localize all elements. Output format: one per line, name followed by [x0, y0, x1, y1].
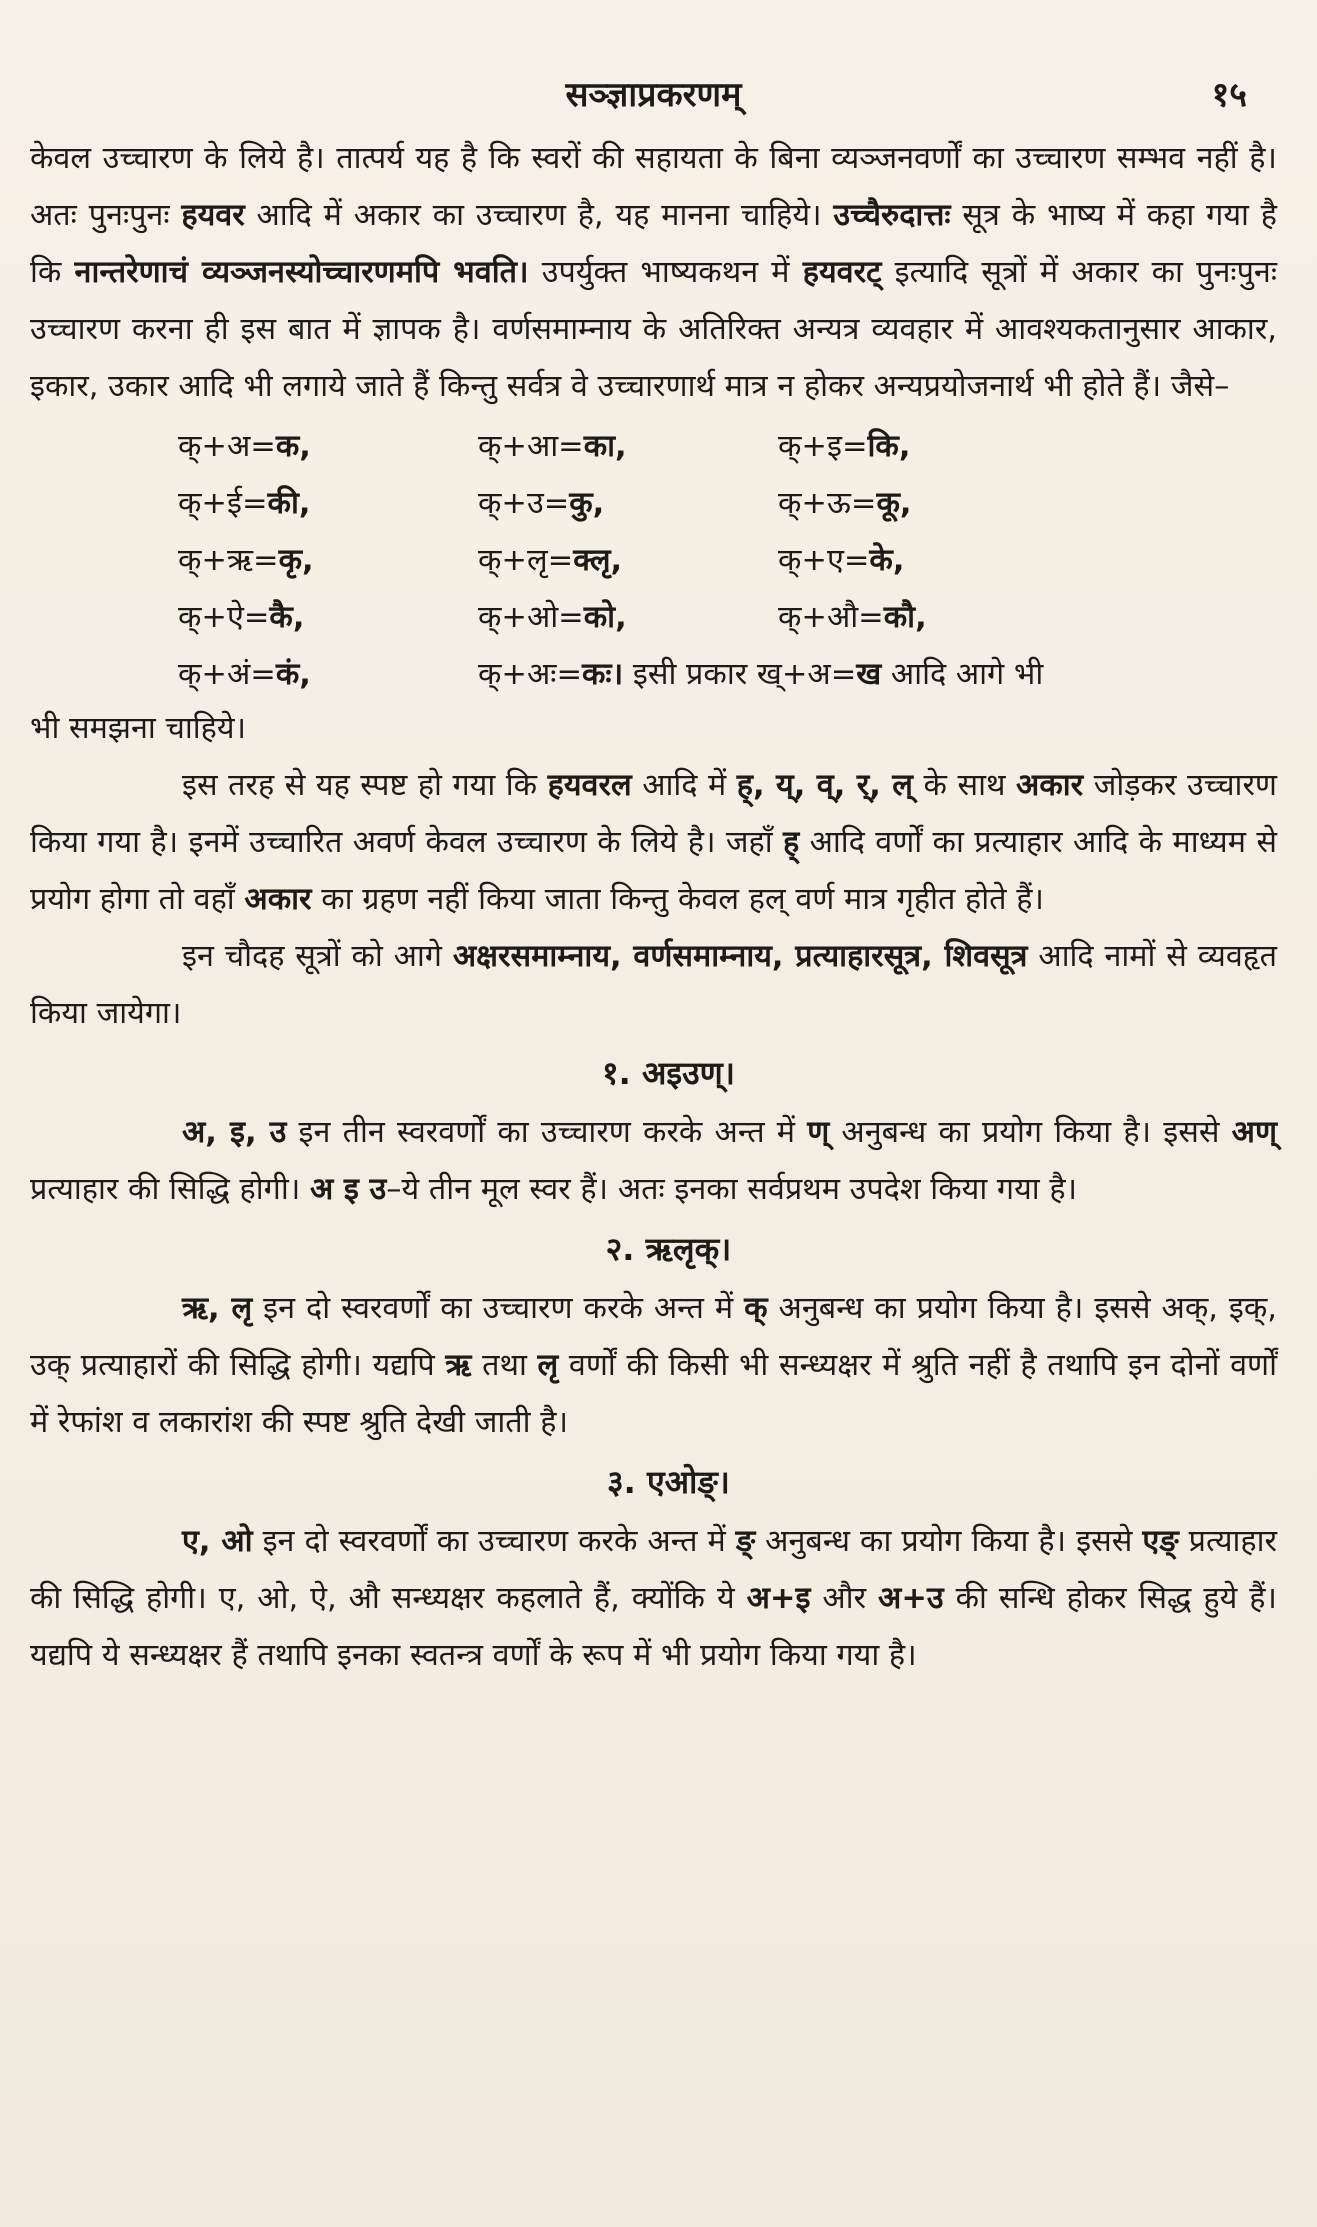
example-item: क्+अ=क, [178, 428, 311, 464]
sutra-1-explanation: अ, इ, उ इन तीन स्वरवर्णों का उच्चारण करके अन्त में ण् अनुबन्ध का प्रयोग किया है। इससे अण् प्रत्याहार की सिद्धि होगी। अ इ उ–ये तीन मूल स्वर हैं। अतः इनका सर्वप्रथम उपदेश किया गया है। [30, 1115, 1277, 1207]
example-item: क्+ऐ=कै, [178, 599, 305, 635]
example-item: क्+उ=कु, [478, 485, 605, 521]
running-title: सञ्ज्ञाप्रकरणम् [565, 75, 742, 115]
example-item: क्+ऋ=कृ, [178, 542, 314, 578]
page-number: १५ [1211, 75, 1247, 115]
bold-term: हयवर [181, 198, 245, 233]
examples-block [178, 415, 1277, 700]
paragraph-fourteen-sutras: इन चौदह सूत्रों को आगे अक्षरसमाम्नाय, वर्णसमाम्नाय, प्रत्याहारसूत्र, शिवसूत्र आदि नामों से व्यवहृत किया जायेगा। [30, 939, 1277, 1031]
example-row [178, 472, 1277, 529]
page-header [30, 70, 1277, 130]
sutra-2-explanation: ऋ, लृ इन दो स्वरवर्णों का उच्चारण करके अन्त में क् अनुबन्ध का प्रयोग किया है। इससे अक्, इक्, उक् प्रत्याहारों की सिद्धि होगी। यद्यपि ऋ तथा लृ वर्णों की किसी भी सन्ध्यक्षर में श्रुति नहीं है तथापि इन दोनों वर्णों में रेफांश व लकारांश की स्पष्ट श्रुति देखी जाती है। [30, 1291, 1278, 1440]
example-item: क्+लृ=क्लृ, [478, 542, 623, 578]
example-item-with-tail: क्+अः=कः। इसी प्रकार ख्+अ=ख आदि आगे भी [478, 656, 1044, 692]
example-item: क्+आ=का, [478, 428, 627, 464]
sutra-heading-3: ३. एओङ्। [607, 1463, 730, 1501]
example-row [178, 415, 1277, 472]
example-row-last [178, 643, 1277, 700]
examples-continuation: भी समझना चाहिये। [30, 711, 247, 746]
example-item: क्+इ=कि, [778, 428, 911, 464]
sutra-heading-1: १. अइउण्। [602, 1054, 735, 1092]
example-row [178, 586, 1277, 643]
example-item: क्+ई=की, [178, 485, 311, 521]
example-item: क्+औ=कौ, [778, 599, 927, 635]
bold-term: उच्चैरुदात्तः [833, 198, 951, 233]
sutra-heading-2: २. ऋलृक्। [605, 1230, 732, 1268]
example-item: क्+ओ=को, [478, 599, 627, 635]
example-item: क्+अं=कं, [178, 656, 311, 692]
bold-term: हयवरट् [802, 255, 882, 290]
text-run: सूत्र के भाष्य में कहा गया है कि [30, 198, 1277, 290]
intro-paragraph [30, 130, 1277, 415]
example-row [178, 529, 1277, 586]
example-item: क्+ऊ=कू, [778, 485, 912, 521]
text-run: उपर्युक्त भाष्यकथन में [528, 255, 803, 290]
paragraph-hayavarala: इस तरह से यह स्पष्ट हो गया कि हयवरल आदि में ह्, य्, व्, र्, ल् के साथ अकार जोड़कर उच्चारण किया गया है। इनमें उच्चारित अवर्ण केवल उच्चारण के लिये है। जहाँ ह् आदि वर्णों का प्रत्याहार आदि के माध्यम से प्रयोग होगा तो वहाँ अकार का ग्रहण नहीं किया जाता किन्तु केवल हल् वर्ण मात्र गृहीत होते हैं। [30, 768, 1277, 917]
text-run: आदि में अकार का उच्चारण है, यह मानना चाहिये। [244, 198, 834, 233]
example-item: क्+ए=के, [778, 542, 905, 578]
sutra-3-explanation: ए, ओ इन दो स्वरवर्णों का उच्चारण करके अन्त में ङ् अनुबन्ध का प्रयोग किया है। इससे एङ् प्रत्याहार की सिद्धि होगी। ए, ओ, ऐ, औ सन्ध्यक्षर कहलाते हैं, क्योंकि ये अ+इ और अ+उ की सन्धि होकर सिद्ध हुये हैं। यद्यपि ये सन्ध्यक्षर हैं तथापि इनका स्वतन्त्र वर्णों के रूप में भी प्रयोग किया गया है। [30, 1524, 1277, 1673]
text-run: इत्यादि सूत्रों में अकार का पुनःपुनः उच्चारण करना ही इस बात में ज्ञापक है। वर्णसमाम्नाय के अतिरिक्त अन्यत्र व्यवहार में आवश्यकतानुसार आकार, इकार, उकार आदि भी लगाये जाते हैं किन्तु सर्वत्र वे उच्चारणार्थ मात्र न होकर अन्यप्रयोजनार्थ भी होते हैं। जैसे– [30, 255, 1277, 404]
bold-quote: नान्तरेणाचं व्यञ्जनस्योच्चारणमपि भवति। [74, 255, 529, 290]
text-run: केवल उच्चारण के लिये है। तात्पर्य यह है कि स्वरों की सहायता के बिना व्यञ्जनवर्णों का उच्चारण सम्भव नहीं है। अतः पुनःपुनः [30, 141, 1277, 233]
